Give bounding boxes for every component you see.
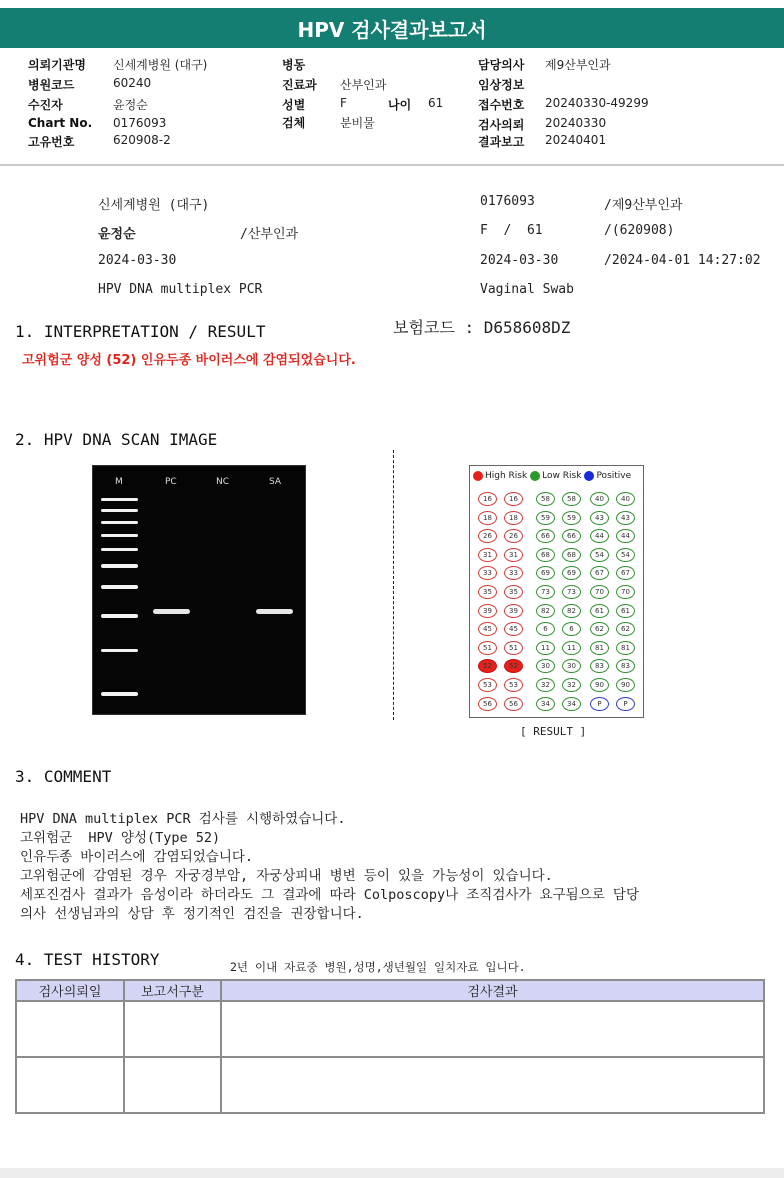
header-value-patient: 윤정순 (113, 98, 148, 112)
hpv-type-cell: 53 (478, 678, 497, 692)
hpv-type-cell: 35 (478, 585, 497, 599)
info-department: /산부인과 (240, 227, 299, 242)
marker-band (101, 614, 138, 618)
gel-lane-label: M (115, 477, 123, 487)
hpv-type-cell: 31 (504, 548, 523, 562)
gel-lane-label: NC (216, 477, 230, 487)
hpv-type-cell: 35 (504, 585, 523, 599)
hpv-type-cell: 16 (478, 492, 497, 506)
hpv-type-cell: 67 (590, 566, 609, 580)
hpv-type-cell: 62 (616, 622, 635, 636)
table-row (16, 1001, 764, 1057)
hpv-type-cell: 40 (616, 492, 635, 506)
hpv-type-cell: 83 (590, 659, 609, 673)
legend-low-risk: Low Risk (542, 471, 582, 481)
info-sex-age: F / 61 (480, 223, 543, 238)
hpv-type-cell: 61 (616, 604, 635, 618)
info-test-name: HPV DNA multiplex PCR (98, 282, 263, 297)
hpv-type-cell: P (616, 697, 635, 711)
hpv-type-cell: 45 (504, 622, 523, 636)
info-report-datetime: /2024-04-01 14:27:02 (604, 253, 761, 268)
info-doctor: /제9산부인과 (604, 198, 683, 213)
gel-image (92, 465, 306, 715)
history-table (15, 979, 765, 1114)
result-text: 고위험군 양성 (52) 인유두종 바이러스에 감염되었습니다. (22, 353, 356, 368)
hpv-type-cell: 6 (562, 622, 581, 636)
info-chart-no: 0176093 (480, 194, 535, 209)
header-value-age: 61 (428, 96, 444, 110)
hpv-type-cell: 73 (562, 585, 581, 599)
scan-divider (393, 450, 394, 720)
history-col-request-date: 검사의뢰일 (16, 980, 124, 1001)
header-label-hospital-code: 병원코드 (28, 78, 75, 92)
insurance-code: 보험코드 : D658608DZ (393, 318, 571, 337)
hpv-type-cell: 6 (536, 622, 555, 636)
hpv-type-cell: 33 (504, 566, 523, 580)
hpv-type-cell: 53 (504, 678, 523, 692)
marker-band (101, 498, 138, 501)
hpv-type-cell: 44 (590, 529, 609, 543)
marker-band (101, 585, 138, 589)
hpv-type-cell: 68 (536, 548, 555, 562)
marker-band (101, 534, 138, 537)
section-title-scan-image: 2. HPV DNA SCAN IMAGE (15, 430, 218, 449)
hpv-type-cell: 82 (562, 604, 581, 618)
hpv-type-cell: 56 (478, 697, 497, 711)
gel-lane-label: SA (269, 477, 282, 487)
hpv-type-cell: 34 (536, 697, 555, 711)
header-value-department: 산부인과 (340, 78, 387, 92)
hpv-type-cell: 70 (590, 585, 609, 599)
hpv-type-cell: 34 (562, 697, 581, 711)
history-cell (16, 1057, 124, 1113)
hpv-type-cell: 68 (562, 548, 581, 562)
hpv-type-cell: 58 (562, 492, 581, 506)
hpv-type-cell: 69 (562, 566, 581, 580)
hpv-type-cell: 67 (616, 566, 635, 580)
comment-line: 인유두종 바이러스에 감염되었습니다. (20, 849, 254, 865)
hpv-type-cell: 54 (590, 548, 609, 562)
header-value-unique-no: 620908-2 (113, 133, 171, 147)
hpv-type-cell: 81 (616, 641, 635, 655)
header-value-sex: F (340, 96, 347, 110)
hpv-type-cell: 16 (504, 492, 523, 506)
header-label-report-date: 결과보고 (478, 135, 525, 149)
hpv-type-cell: 66 (536, 529, 555, 543)
hpv-type-cell: 11 (536, 641, 555, 655)
hpv-type-cell: 31 (478, 548, 497, 562)
history-cell (124, 1001, 221, 1057)
history-cell (221, 1001, 764, 1057)
header-label-unique-no: 고유번호 (28, 135, 75, 149)
header-label-age: 나이 (388, 98, 412, 112)
history-note: 2년 이내 자료중 병원,성명,생년월일 일치자료 입니다. (230, 960, 526, 974)
hpv-result-grid (469, 465, 644, 718)
hpv-type-cell: 32 (536, 678, 555, 692)
header-value-report-date: 20240401 (545, 133, 607, 147)
hpv-type-cell: 62 (590, 622, 609, 636)
header-value-chart-no: 0176093 (113, 116, 167, 130)
history-cell (221, 1057, 764, 1113)
info-request-date: 2024-03-30 (98, 253, 177, 268)
header-label-chart-no: Chart No. (28, 116, 93, 130)
hpv-type-cell: 39 (504, 604, 523, 618)
hpv-type-cell: 45 (478, 622, 497, 636)
hpv-type-cell: 90 (590, 678, 609, 692)
hpv-type-cell: 43 (590, 511, 609, 525)
comment-text (20, 810, 639, 924)
header-label-institution: 의뢰기관명 (28, 58, 86, 72)
header-value-doctor: 제9산부인과 (545, 58, 611, 72)
grid-legend (473, 471, 631, 481)
table-row (16, 1057, 764, 1113)
gel-lane-label: PC (165, 477, 177, 487)
header-label-ward: 병동 (282, 58, 306, 72)
marker-band (101, 521, 138, 524)
hpv-type-cell: 52 (478, 659, 497, 673)
marker-band (101, 509, 138, 512)
marker-band (101, 564, 138, 568)
positive-dot-icon (584, 471, 594, 481)
comment-line: HPV DNA multiplex PCR 검사를 시행하였습니다. (20, 811, 346, 827)
footer-bar (0, 1168, 784, 1178)
hpv-type-cell: 90 (616, 678, 635, 692)
header-divider (0, 164, 784, 166)
header-value-specimen: 분비물 (340, 116, 375, 130)
section-title-history: 4. TEST HISTORY (15, 950, 160, 969)
hpv-type-cell: 61 (590, 604, 609, 618)
info-specimen: Vaginal Swab (480, 282, 574, 297)
hpv-type-cell: 26 (478, 529, 497, 543)
info-patient-name: 윤정순 (98, 227, 136, 242)
hpv-type-cell: 39 (478, 604, 497, 618)
high-risk-dot-icon (473, 471, 483, 481)
hpv-type-cell: 44 (616, 529, 635, 543)
marker-band (101, 548, 138, 551)
hpv-type-cell: 59 (562, 511, 581, 525)
history-cell (16, 1001, 124, 1057)
history-col-result: 검사결과 (221, 980, 764, 1001)
hpv-type-cell: 11 (562, 641, 581, 655)
comment-line: 세포진검사 결과가 음성이라 하더라도 그 결과에 따라 Colposcopy나 조직검사가 요구됨으로 담당 (20, 887, 639, 903)
pc-band (153, 609, 190, 614)
gel-bands (93, 466, 305, 714)
comment-line: 고위험군 HPV 양성(Type 52) (20, 830, 221, 846)
hpv-type-cell: 58 (536, 492, 555, 506)
hpv-type-cell: 69 (536, 566, 555, 580)
hpv-type-cell: 30 (536, 659, 555, 673)
hpv-type-cell: 26 (504, 529, 523, 543)
hpv-type-cell: 73 (536, 585, 555, 599)
header-label-clinical-info: 임상정보 (478, 78, 525, 92)
hpv-type-cell: 52 (504, 659, 523, 673)
hpv-type-cell: 51 (504, 641, 523, 655)
header-label-sex: 성별 (282, 98, 306, 112)
legend-high-risk: High Risk (485, 471, 528, 481)
info-hospital: 신세계병원 (대구) (98, 198, 210, 213)
header-label-department: 진료과 (282, 78, 317, 92)
header-value-request-date: 20240330 (545, 116, 607, 130)
marker-band (101, 649, 138, 652)
history-header-row (16, 980, 764, 1001)
hpv-type-cell: 43 (616, 511, 635, 525)
info-birth: /(620908) (604, 223, 675, 238)
header-value-receipt-no: 20240330-49299 (545, 96, 649, 110)
marker-band (101, 692, 138, 696)
hpv-type-cell: 54 (616, 548, 635, 562)
hpv-type-cell: 30 (562, 659, 581, 673)
hpv-type-cell: 40 (590, 492, 609, 506)
header-label-patient: 수진자 (28, 98, 63, 112)
sa-band (256, 609, 293, 614)
header-value-hospital-code: 60240 (113, 76, 152, 90)
history-cell (124, 1057, 221, 1113)
low-risk-dot-icon (530, 471, 540, 481)
hpv-type-cell: 33 (478, 566, 497, 580)
comment-line: 고위험군에 감염된 경우 자궁경부암, 자궁상피내 병변 등이 있을 가능성이 있습니다. (20, 868, 553, 884)
result-caption: [ RESULT ] (520, 725, 587, 738)
hpv-type-cell: 81 (590, 641, 609, 655)
hpv-type-cell: 66 (562, 529, 581, 543)
hpv-type-cell: 32 (562, 678, 581, 692)
hpv-type-cell: 83 (616, 659, 635, 673)
header-label-doctor: 담당의사 (478, 58, 525, 72)
comment-line: 의사 선생님과의 상담 후 정기적인 검진을 권장합니다. (20, 906, 364, 922)
header-value-institution: 신세계병원 (대구) (113, 58, 208, 72)
hpv-type-cell: 70 (616, 585, 635, 599)
report-title: HPV 검사결과보고서 (0, 8, 784, 48)
history-col-report-type: 보고서구분 (124, 980, 221, 1001)
hpv-type-cell: 18 (504, 511, 523, 525)
section-title-interpretation: 1. INTERPRETATION / RESULT (15, 322, 266, 341)
hpv-type-cell: 59 (536, 511, 555, 525)
hpv-type-cell: 51 (478, 641, 497, 655)
hpv-type-cell: 56 (504, 697, 523, 711)
info-receipt-date: 2024-03-30 (480, 253, 559, 268)
header-label-receipt-no: 접수번호 (478, 98, 525, 112)
hpv-type-cell: 82 (536, 604, 555, 618)
header-label-request-date: 검사의뢰 (478, 118, 525, 132)
section-title-comment: 3. COMMENT (15, 767, 112, 786)
hpv-type-cell: 18 (478, 511, 497, 525)
header-label-specimen: 검체 (282, 116, 306, 130)
hpv-type-cell: P (590, 697, 609, 711)
legend-positive: Positive (596, 471, 632, 481)
